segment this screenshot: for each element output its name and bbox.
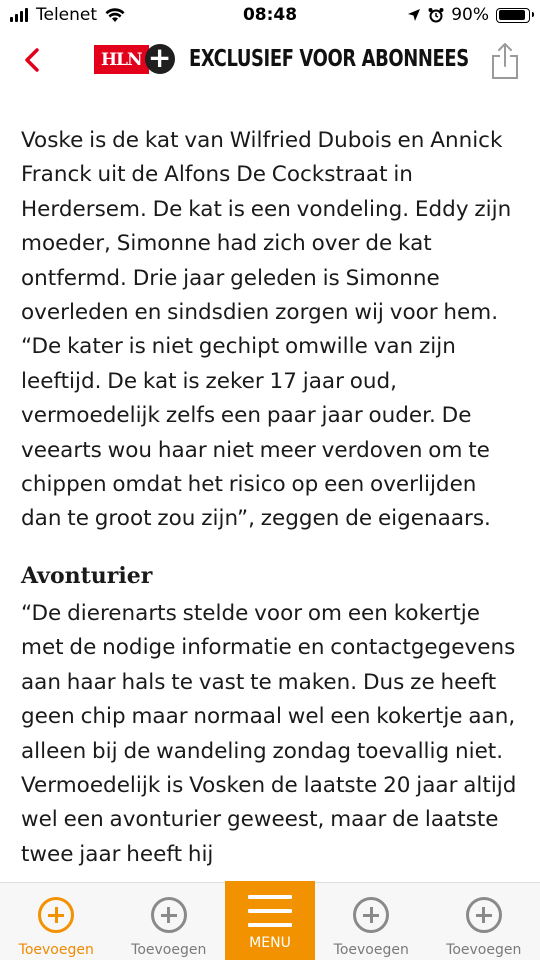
header-title: EXCLUSIEF VOOR ABONNEES xyxy=(188,46,469,72)
location-arrow-icon xyxy=(407,8,421,22)
tab-toevoegen-4[interactable] xyxy=(428,883,540,960)
tab-label: MENU xyxy=(249,935,291,951)
tab-toevoegen-1[interactable] xyxy=(0,883,113,960)
tab-menu[interactable] xyxy=(225,881,315,960)
tab-label: Toevoegen xyxy=(18,942,94,958)
tab-toevoegen-2[interactable] xyxy=(113,883,226,960)
share-button[interactable] xyxy=(490,42,520,80)
tab-label: Toevoegen xyxy=(446,942,522,958)
back-button[interactable] xyxy=(14,42,50,78)
battery-icon xyxy=(496,8,530,23)
status-right xyxy=(407,5,530,25)
logo-text: HLN xyxy=(94,45,149,74)
tab-label: Toevoegen xyxy=(131,942,207,958)
plus-circle-icon xyxy=(38,897,74,933)
bottom-tab-bar xyxy=(0,882,540,960)
carrier-name: Telenet xyxy=(36,5,98,25)
hln-plus-logo xyxy=(94,44,175,74)
battery-fill xyxy=(499,10,525,20)
share-icon xyxy=(490,42,520,80)
chevron-left-icon xyxy=(22,47,42,73)
article-paragraph: “De dierenarts stelde voor om een kokertje met de nodige informatie en contactgegevens aan haar hals te vast te maken. Dus ze heeft geen chip maar normaal wel een kokertje aan, alleen bij de wandeling zondag toevallig niet. Vermoedelijk is Vosken de laatste 20 jaar altijd wel een avonturier geweest, maar de laatste twee jaar heeft hij xyxy=(21,600,517,867)
article-paragraph: Voske is de kat van Wilfried Dubois en Annick Franck uit de Alfons De Cockstraat in Herdersem. De kat is een vondeling. Eddy zijn moeder, Simonne had zich over de kat ontfermd. Drie jaar geleden is Simonne overleden en sindsdien zorgen wij voor hem. “De kater is niet gechipt omwille van zijn leeftijd. De kat is zeker 17 jaar oud, vermoedelijk zelfs een paar jaar ouder. De veearts wou haar niet meer verdoven om te chippen omdat het risico op een overlijden dan te groot zou zijn”, zeggen de eigenaars. xyxy=(21,128,512,532)
status-bar xyxy=(0,0,540,30)
app-header xyxy=(0,30,540,92)
plus-circle-icon xyxy=(466,897,502,933)
logo-plus-icon xyxy=(145,44,175,74)
section-heading: Avonturier xyxy=(21,562,153,589)
hamburger-icon xyxy=(248,895,292,927)
status-time: 08:48 xyxy=(242,5,298,25)
plus-circle-icon xyxy=(353,897,389,933)
tab-label: Toevoegen xyxy=(333,942,409,958)
tab-toevoegen-3[interactable] xyxy=(315,883,428,960)
alarm-icon xyxy=(428,7,444,23)
plus-circle-icon xyxy=(151,897,187,933)
article-body xyxy=(21,124,521,872)
brand xyxy=(94,44,540,74)
battery-percent: 90% xyxy=(451,5,489,25)
